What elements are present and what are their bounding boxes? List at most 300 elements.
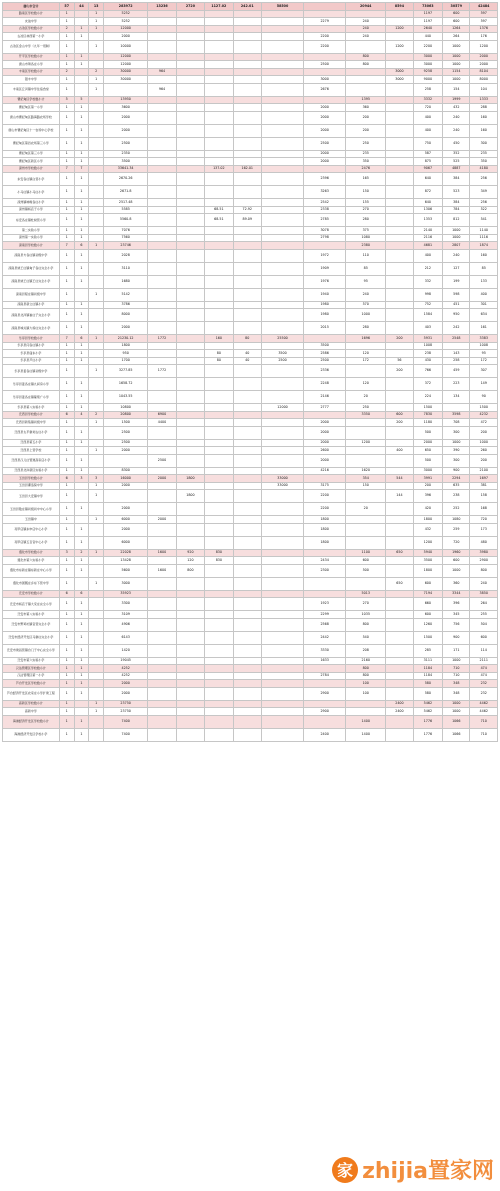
value-cell: 381 xyxy=(470,482,498,490)
value-cell xyxy=(176,173,204,186)
value-cell: 173 xyxy=(470,523,498,536)
value-cell: 2146 xyxy=(304,391,346,404)
value-cell xyxy=(205,475,233,483)
value-cell: 451 xyxy=(443,301,470,309)
value-cell: 5940 xyxy=(413,549,442,557)
value-cell: 2807 xyxy=(443,242,470,250)
value-cell: 20 xyxy=(346,391,386,404)
table-row xyxy=(3,137,498,150)
value-cell xyxy=(89,158,104,166)
total-row xyxy=(3,3,498,11)
value-cell xyxy=(233,104,261,112)
value-cell xyxy=(233,700,261,708)
value-cell: 1800 xyxy=(413,516,442,524)
table-row xyxy=(3,76,498,84)
value-cell xyxy=(205,158,233,166)
value-cell xyxy=(386,503,413,516)
value-cell xyxy=(261,40,303,53)
value-cell: 2400 xyxy=(304,728,346,741)
school-name-cell: 曹妃甸区第三小学 xyxy=(3,150,60,158)
value-cell: 1 xyxy=(74,124,89,137)
value-cell: 1 xyxy=(74,536,89,549)
value-cell xyxy=(233,680,261,688)
value-cell xyxy=(261,590,303,598)
value-cell: 1776 xyxy=(413,728,442,741)
value-cell xyxy=(205,309,233,322)
value-cell xyxy=(386,516,413,524)
school-name-cell: 滦州镇响嘡各庄小学 xyxy=(3,199,60,207)
school-name-cell: 迁安市建昌营镇台门子中心完全小学 xyxy=(3,644,60,657)
value-cell xyxy=(443,342,470,350)
value-cell: 1 xyxy=(89,335,104,343)
value-cell xyxy=(148,577,176,590)
value-cell: 2476 xyxy=(346,165,386,173)
value-cell xyxy=(148,137,176,150)
table-row xyxy=(3,687,498,700)
value-cell xyxy=(205,365,233,378)
value-cell: 349 xyxy=(470,186,498,199)
school-name-cell: 古冶区林西第一小学 xyxy=(3,33,60,41)
value-cell xyxy=(386,536,413,549)
value-cell xyxy=(176,10,204,18)
value-cell: 7560 xyxy=(104,234,148,242)
value-cell: 2 xyxy=(59,68,74,76)
value-cell xyxy=(386,564,413,577)
value-cell xyxy=(386,262,413,275)
table-row xyxy=(3,467,498,475)
value-cell xyxy=(233,482,261,490)
value-cell: 73063 xyxy=(413,3,442,11)
value-cell xyxy=(148,536,176,549)
value-cell: 6 xyxy=(74,335,89,343)
value-cell: 256 xyxy=(470,173,498,186)
value-cell: 9067 xyxy=(413,165,442,173)
value-cell xyxy=(176,665,204,673)
school-name-cell: 滦南县北河镇崔庄子完全小学 xyxy=(3,309,60,322)
value-cell: 1180 xyxy=(413,419,442,427)
value-cell: 242.01 xyxy=(233,3,261,11)
value-cell xyxy=(176,590,204,598)
value-cell: 200 xyxy=(346,111,386,124)
value-cell: 5142 xyxy=(104,288,148,301)
value-cell xyxy=(176,104,204,112)
value-cell: 1 xyxy=(59,378,74,391)
value-cell: 525 xyxy=(443,158,470,166)
value-cell: 1 xyxy=(74,53,89,61)
value-cell: 474 xyxy=(470,672,498,680)
value-cell xyxy=(233,598,261,611)
value-cell: 998 xyxy=(413,288,442,301)
value-cell: 2200 xyxy=(304,40,346,53)
value-cell xyxy=(233,249,261,262)
value-cell: 1 xyxy=(74,61,89,69)
value-cell xyxy=(148,657,176,665)
value-cell: 1400 xyxy=(346,715,386,728)
value-cell: 7 xyxy=(59,165,74,173)
value-cell xyxy=(233,227,261,235)
value-cell: 1633 xyxy=(304,657,346,665)
value-cell: 2 xyxy=(89,411,104,419)
table-row xyxy=(3,482,498,490)
value-cell: 4462 xyxy=(470,708,498,716)
value-cell: 1 xyxy=(59,672,74,680)
value-cell: 1 xyxy=(59,577,74,590)
value-cell xyxy=(261,447,303,455)
value-cell: 1 xyxy=(74,199,89,207)
value-cell xyxy=(205,728,233,741)
value-cell xyxy=(176,83,204,96)
value-cell: 2028 xyxy=(104,249,148,262)
value-cell xyxy=(148,262,176,275)
value-cell xyxy=(89,598,104,611)
value-cell xyxy=(148,590,176,598)
value-cell: 288 xyxy=(470,104,498,112)
value-cell: 7400 xyxy=(104,728,148,741)
value-cell xyxy=(74,365,89,378)
value-cell: 1680 xyxy=(104,275,148,288)
value-cell: 9258 xyxy=(413,68,442,76)
value-cell xyxy=(89,124,104,137)
value-cell xyxy=(233,426,261,439)
value-cell: 1 xyxy=(89,288,104,301)
school-name-cell: 迁西县上营学校 xyxy=(3,447,60,455)
school-name-cell: 滦南县城关镇大杨庄完全小学 xyxy=(3,322,60,335)
value-cell: 4232 xyxy=(470,411,498,419)
value-cell: 1600 xyxy=(148,549,176,557)
value-cell xyxy=(233,365,261,378)
value-cell: 283972 xyxy=(104,3,148,11)
table-row xyxy=(3,214,498,227)
value-cell: 6900 xyxy=(148,411,176,419)
value-cell xyxy=(74,288,89,301)
school-name-cell: 迁安市经济开发区马寨庄完全小学 xyxy=(3,631,60,644)
value-cell: 1 xyxy=(59,288,74,301)
value-cell xyxy=(233,124,261,137)
value-cell: 264 xyxy=(470,598,498,611)
value-cell xyxy=(346,342,386,350)
value-cell: 1 xyxy=(59,158,74,166)
value-cell xyxy=(176,598,204,611)
value-cell xyxy=(89,186,104,199)
school-name-cell: 滦南县姚王庄镇甸子各庄完全小学 xyxy=(3,262,60,275)
value-cell xyxy=(205,419,233,427)
value-cell xyxy=(233,411,261,419)
value-cell xyxy=(261,158,303,166)
value-cell xyxy=(261,96,303,104)
value-cell xyxy=(233,618,261,631)
value-cell xyxy=(386,322,413,335)
value-cell xyxy=(205,516,233,524)
value-cell: 35923 xyxy=(104,590,148,598)
value-cell xyxy=(346,447,386,455)
value-cell: 2 xyxy=(59,25,74,33)
value-cell: 2000 xyxy=(304,158,346,166)
value-cell: 1 xyxy=(89,708,104,716)
value-cell xyxy=(205,404,233,412)
value-cell: 3000 xyxy=(413,61,442,69)
value-cell: 2000 xyxy=(104,503,148,516)
value-cell: 964 xyxy=(148,68,176,76)
value-cell: 2900 xyxy=(304,708,346,716)
value-cell: 1 xyxy=(74,644,89,657)
value-cell: 1000 xyxy=(443,700,470,708)
value-cell xyxy=(176,40,204,53)
value-cell xyxy=(205,199,233,207)
school-name-cell: 乐亭县芦庄小学 xyxy=(3,357,60,365)
value-cell xyxy=(261,33,303,41)
value-cell xyxy=(261,618,303,631)
value-cell: 160 xyxy=(470,124,498,137)
table-row xyxy=(3,708,498,716)
value-cell: 1800 xyxy=(304,516,346,524)
value-cell: 350 xyxy=(470,158,498,166)
table-row xyxy=(3,262,498,275)
value-cell xyxy=(261,536,303,549)
subtotal-row xyxy=(3,25,498,33)
value-cell xyxy=(346,536,386,549)
value-cell xyxy=(386,404,413,412)
value-cell: 1 xyxy=(59,206,74,214)
school-name-cell: 迁安市第六实验小学 xyxy=(3,657,60,665)
value-cell xyxy=(74,577,89,590)
value-cell xyxy=(89,536,104,549)
value-cell: 432 xyxy=(443,104,470,112)
value-cell xyxy=(233,173,261,186)
school-name-cell: 东安各庄镇白营小学 xyxy=(3,173,60,186)
value-cell: 2500 xyxy=(104,137,148,150)
value-cell: 1 xyxy=(59,227,74,235)
value-cell xyxy=(386,523,413,536)
value-cell xyxy=(304,165,346,173)
table-row xyxy=(3,124,498,137)
value-cell xyxy=(386,206,413,214)
value-cell: 1 xyxy=(74,214,89,227)
value-cell: 1 xyxy=(89,83,104,96)
value-cell: 1 xyxy=(74,391,89,404)
value-cell xyxy=(233,150,261,158)
value-cell xyxy=(176,186,204,199)
value-cell xyxy=(205,76,233,84)
value-cell: 1 xyxy=(74,404,89,412)
value-cell: 160 xyxy=(470,249,498,262)
value-cell: 33641.34 xyxy=(104,165,148,173)
value-cell xyxy=(233,419,261,427)
value-cell xyxy=(386,350,413,358)
value-cell: 1 xyxy=(74,249,89,262)
value-cell xyxy=(205,234,233,242)
value-cell: 20944 xyxy=(346,3,386,11)
value-cell: 5 xyxy=(74,96,89,104)
value-cell xyxy=(233,577,261,590)
value-cell: 1 xyxy=(74,322,89,335)
school-name-cell: 小马庄镇小马庄小学 xyxy=(3,186,60,199)
value-cell xyxy=(261,715,303,728)
value-cell xyxy=(176,687,204,700)
value-cell: 1800 xyxy=(304,523,346,536)
school-funding-table xyxy=(2,2,498,742)
value-cell: 600 xyxy=(443,557,470,565)
value-cell xyxy=(233,234,261,242)
value-cell: 13236 xyxy=(148,3,176,11)
value-cell: 2000 xyxy=(148,516,176,524)
value-cell: 2000 xyxy=(104,482,148,490)
value-cell: 2000 xyxy=(413,439,442,447)
table-row xyxy=(3,557,498,565)
value-cell: 255 xyxy=(470,611,498,619)
value-cell: 1 xyxy=(74,611,89,619)
value-cell: 16000 xyxy=(104,475,148,483)
value-cell xyxy=(233,644,261,657)
value-cell xyxy=(386,680,413,688)
value-cell: 2798 xyxy=(304,234,346,242)
value-cell xyxy=(89,342,104,350)
value-cell: 3000 xyxy=(386,68,413,76)
value-cell xyxy=(205,61,233,69)
value-cell: 3600 xyxy=(104,104,148,112)
value-cell xyxy=(261,173,303,186)
value-cell xyxy=(346,10,386,18)
value-cell: 2568 xyxy=(304,618,346,631)
value-cell xyxy=(261,61,303,69)
value-cell xyxy=(386,557,413,565)
value-cell: 812 xyxy=(443,214,470,227)
value-cell: 2900 xyxy=(470,557,498,565)
value-cell xyxy=(176,404,204,412)
value-cell xyxy=(261,680,303,688)
value-cell: 44 xyxy=(74,3,89,11)
table-row xyxy=(3,490,498,503)
value-cell: 900 xyxy=(443,631,470,644)
value-cell: 2000 xyxy=(104,447,148,455)
value-cell: 1800 xyxy=(413,564,442,577)
table-row xyxy=(3,365,498,378)
table-row xyxy=(3,206,498,214)
value-cell: 2400 xyxy=(386,708,413,716)
school-name-cell: 迁安市学校数小计 xyxy=(3,590,60,598)
value-cell: 352 xyxy=(443,150,470,158)
subtotal-row xyxy=(3,700,498,708)
value-cell: 1 xyxy=(59,728,74,741)
value-cell: 432 xyxy=(413,523,442,536)
value-cell xyxy=(386,53,413,61)
value-cell: 900 xyxy=(443,467,470,475)
school-name-cell: 乐亭县庙东小学 xyxy=(3,350,60,358)
value-cell: 42484 xyxy=(470,3,498,11)
value-cell: 354 xyxy=(346,475,386,483)
value-cell: 472 xyxy=(470,419,498,427)
value-cell: 1 xyxy=(89,419,104,427)
value-cell: 2350 xyxy=(104,150,148,158)
value-cell xyxy=(176,657,204,665)
value-cell: 200 xyxy=(470,454,498,467)
value-cell xyxy=(148,447,176,455)
school-name-cell: 滦南县方各庄镇初级中学 xyxy=(3,249,60,262)
value-cell xyxy=(386,598,413,611)
value-cell: 4252 xyxy=(104,672,148,680)
value-cell: 4462 xyxy=(470,700,498,708)
school-name-cell: 乐亭县第八实验小学 xyxy=(3,404,60,412)
value-cell: 2300 xyxy=(304,564,346,577)
value-cell: 2000 xyxy=(304,419,346,427)
value-cell xyxy=(386,672,413,680)
table-row xyxy=(3,378,498,391)
value-cell: 280 xyxy=(346,214,386,227)
value-cell xyxy=(176,715,204,728)
school-name-cell: 迁西县太平寨刘古庄小学 xyxy=(3,426,60,439)
value-cell: 3350 xyxy=(346,411,386,419)
school-name-cell: 唐山市曹妃甸区路海路农场学校 xyxy=(3,111,60,124)
value-cell xyxy=(74,76,89,84)
value-cell xyxy=(148,242,176,250)
value-cell xyxy=(233,18,261,26)
value-cell: 1080 xyxy=(346,234,386,242)
value-cell: 30000 xyxy=(104,68,148,76)
value-cell: 1 xyxy=(59,275,74,288)
value-cell: 95 xyxy=(346,275,386,288)
value-cell xyxy=(148,426,176,439)
value-cell: 522 xyxy=(470,206,498,214)
school-name-cell: 滦南县学校数小计 xyxy=(3,242,60,250)
value-cell xyxy=(304,715,346,728)
value-cell: 1 xyxy=(89,490,104,503)
value-cell: 390 xyxy=(443,447,470,455)
value-cell xyxy=(205,342,233,350)
value-cell: 21230.12 xyxy=(104,335,148,343)
table-row xyxy=(3,83,498,96)
school-name-cell: 曹妃甸区新区小学 xyxy=(3,158,60,166)
value-cell: 2500 xyxy=(304,137,346,150)
value-cell: 500 xyxy=(346,564,386,577)
value-cell: 1500 xyxy=(413,631,442,644)
value-cell: 2500 xyxy=(148,454,176,467)
value-cell xyxy=(176,150,204,158)
value-cell: 587 xyxy=(413,150,442,158)
value-cell xyxy=(176,33,204,41)
value-cell: 3344 xyxy=(443,590,470,598)
value-cell xyxy=(233,288,261,301)
value-cell: 6 xyxy=(74,590,89,598)
value-cell xyxy=(261,439,303,447)
value-cell: 68.51 xyxy=(205,214,233,227)
table-row xyxy=(3,404,498,412)
value-cell xyxy=(148,25,176,33)
value-cell xyxy=(176,68,204,76)
table-row xyxy=(3,728,498,741)
value-cell: 171 xyxy=(443,644,470,657)
value-cell xyxy=(148,672,176,680)
value-cell: 232 xyxy=(470,687,498,700)
value-cell: 4216 xyxy=(304,467,346,475)
watermark xyxy=(332,1154,494,1185)
value-cell xyxy=(304,665,346,673)
value-cell xyxy=(89,111,104,124)
value-cell: 25500 xyxy=(261,335,303,343)
value-cell xyxy=(89,206,104,214)
value-cell: 250 xyxy=(346,404,386,412)
value-cell: 1 xyxy=(59,687,74,700)
value-cell xyxy=(148,309,176,322)
value-cell xyxy=(205,665,233,673)
value-cell xyxy=(304,3,346,11)
value-cell xyxy=(176,672,204,680)
value-cell xyxy=(89,234,104,242)
value-cell: 360 xyxy=(346,104,386,112)
value-cell: 1395 xyxy=(346,96,386,104)
value-cell xyxy=(205,53,233,61)
value-cell xyxy=(346,490,386,503)
value-cell xyxy=(89,439,104,447)
value-cell: 875 xyxy=(413,158,442,166)
